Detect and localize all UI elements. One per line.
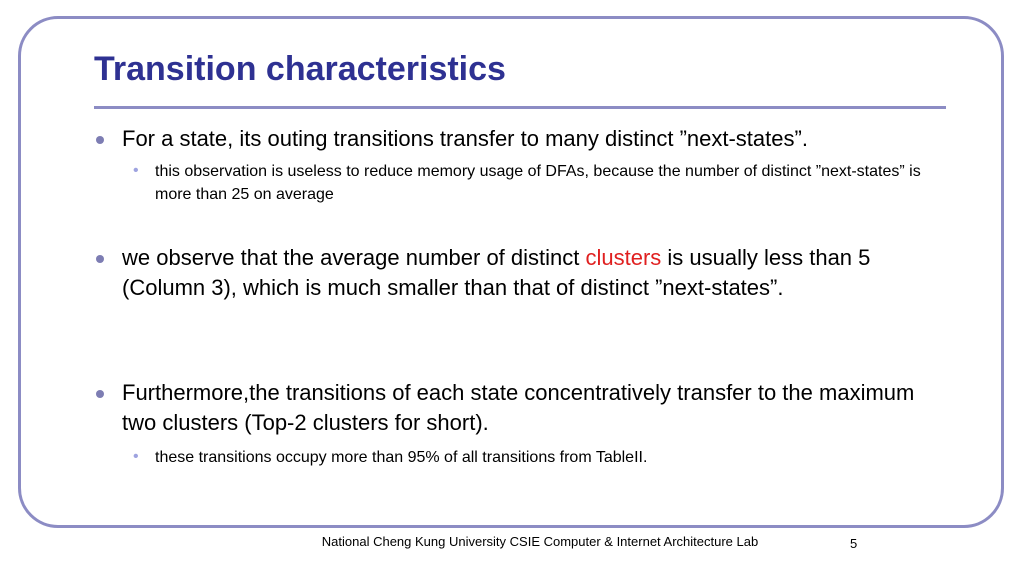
sub-bullet-3	[133, 446, 955, 469]
bullet-dot-icon	[96, 255, 104, 263]
slide-footer: National Cheng Kung University CSIE Computer & Internet Architecture Lab	[321, 534, 759, 549]
slide-title: Transition characteristics	[94, 50, 506, 88]
bullet-2	[122, 243, 942, 303]
sub-bullet-1	[133, 160, 955, 206]
bullet-dot-icon	[96, 390, 104, 398]
bullet-dot-icon	[96, 136, 104, 144]
title-underline	[94, 106, 946, 109]
bullet-2-text-after: is usually less than 5 (Column 3), which is much smaller than that of distinct ”next-states”.	[122, 245, 871, 300]
bullet-1	[122, 124, 942, 154]
bullet-1-text: For a state, its outing transitions transfer to many distinct ”next-states”.	[122, 126, 808, 151]
sub-bullet-dot-icon: •	[133, 448, 139, 465]
page-number: 5	[850, 536, 858, 551]
sub-bullet-dot-icon: •	[133, 162, 139, 179]
bullet-3	[122, 378, 942, 438]
sub-bullet-1-text: this observation is useless to reduce memory usage of DFAs, because the number of distinct ”next-states” is more than 25 on average	[155, 163, 921, 203]
bullet-2-text-before: we observe that the average number of distinct	[122, 245, 586, 270]
bullet-3-text: Furthermore,the transitions of each state concentratively transfer to the maximum two clusters (Top-2 clusters for short).	[122, 380, 915, 435]
sub-bullet-3-text: these transitions occupy more than 95% of all transitions from TableII.	[155, 449, 648, 466]
bullet-2-highlight: clusters	[585, 245, 662, 270]
